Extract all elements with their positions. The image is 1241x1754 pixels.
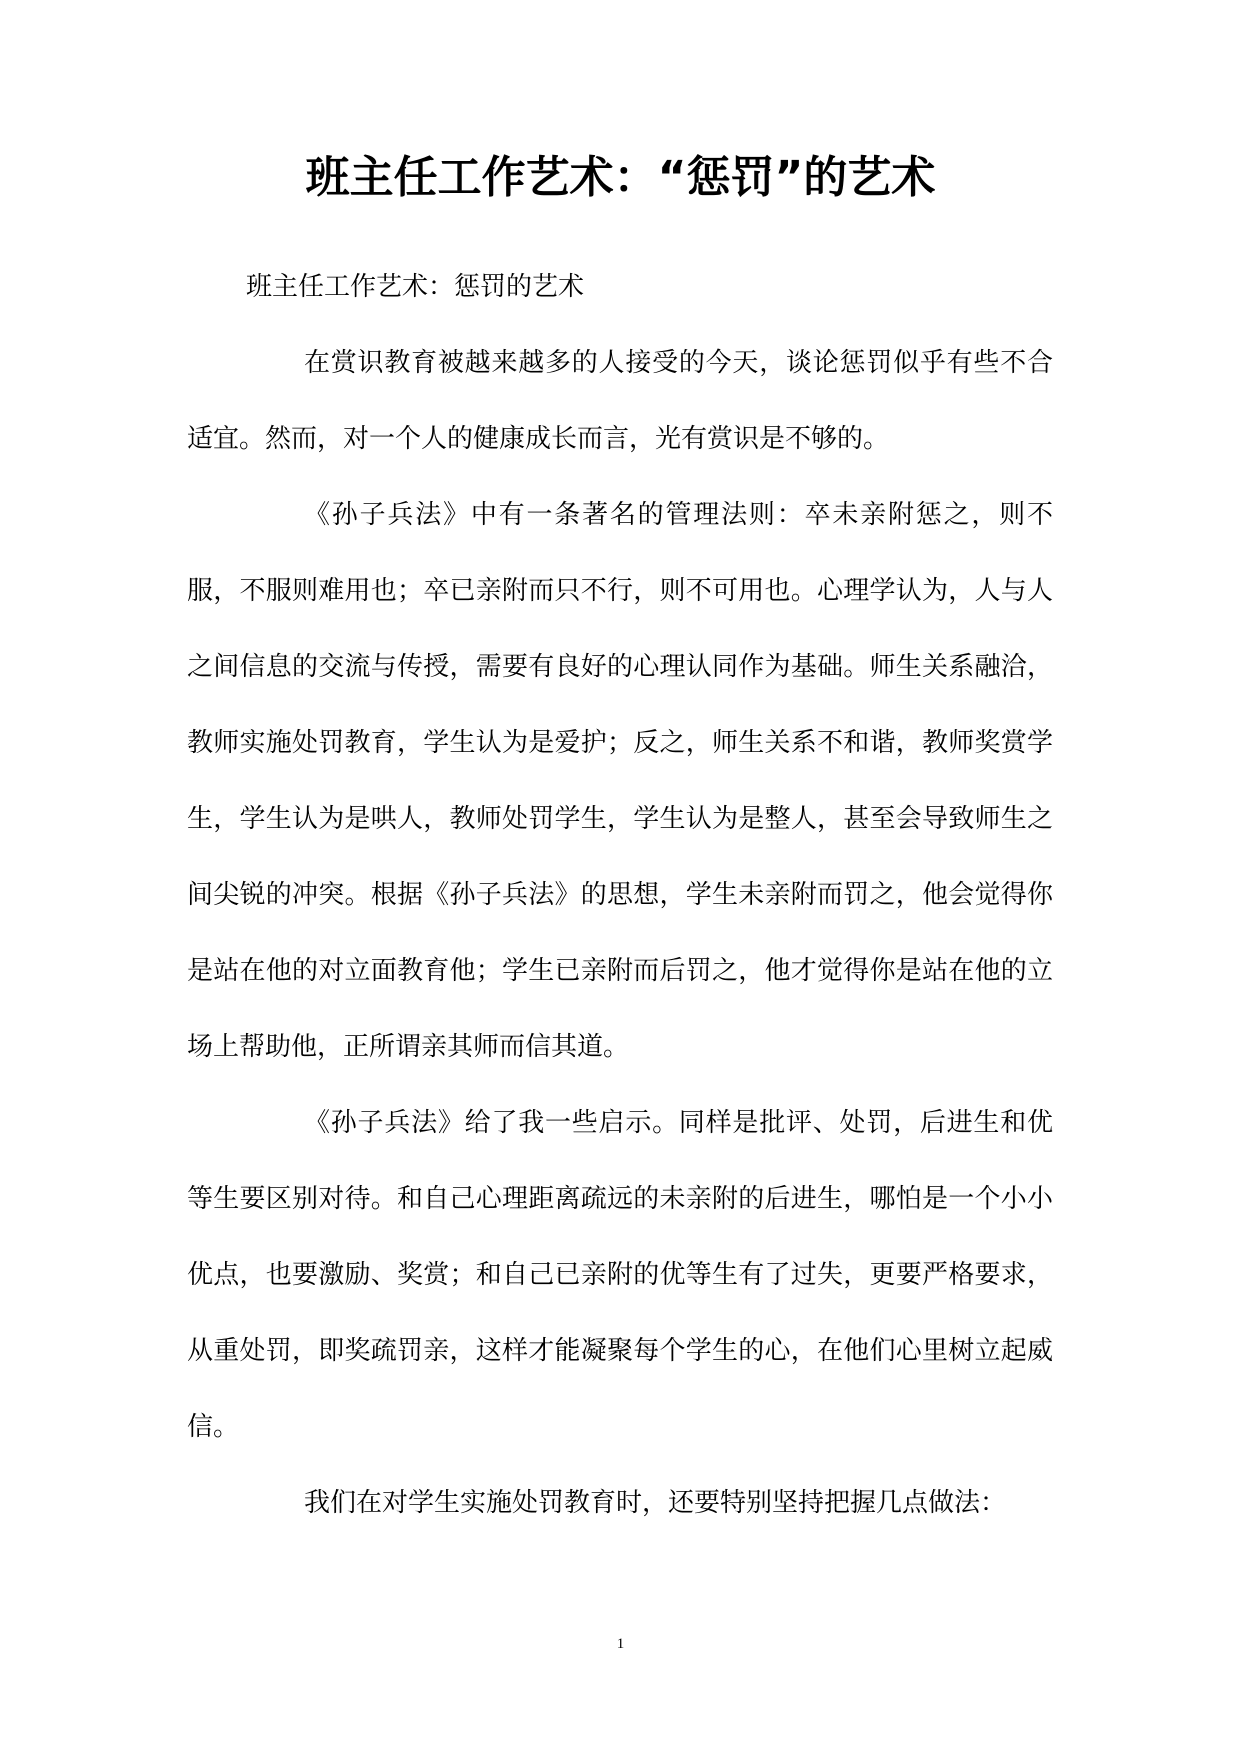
page-number: 1 <box>616 1636 625 1652</box>
document-body <box>187 249 1053 1541</box>
paragraph-1: 在赏识教育被越来越多的人接受的今天，谈论惩罚似乎有些不合适宜。然而，对一个人的健康成长而言，光有赏识是不够的。 <box>187 348 1053 454</box>
document-subtitle: 班主任工作艺术：惩罚的艺术 <box>246 272 585 302</box>
paragraph-4: 我们在对学生实施处罚教育时，还要特别坚持把握几点做法： <box>304 1488 1007 1518</box>
document-title: 班主任工作艺术：“惩罚”的艺术 <box>305 152 936 203</box>
paragraph-3: 《孙子兵法》给了我一些启示。同样是批评、处罚，后进生和优等生要区别对待。和自己心理距离疏远的未亲附的后进生，哪怕是一个小小优点，也要激励、奖赏；和自己已亲附的优等生有了过失，更要严格要求，从重处罚，即奖疏罚亲，这样才能凝聚每个学生的心，在他们心里树立起威信。 <box>187 1108 1053 1442</box>
paragraph-2: 《孙子兵法》中有一条著名的管理法则：卒未亲附惩之，则不服，不服则难用也；卒已亲附而只不行，则不可用也。心理学认为，人与人之间信息的交流与传授，需要有良好的心理认同作为基础。师生关系融洽，教师实施处罚教育，学生认为是爱护；反之，师生关系不和谐，教师奖赏学生，学生认为是哄人，教师处罚学生，学生认为是整人，甚至会导致师生之间尖锐的冲突。根据《孙子兵法》的思想，学生未亲附而罚之，他会觉得你是站在他的对立面教育他；学生已亲附而后罚之，他才觉得你是站在他的立场上帮助他，正所谓亲其师而信其道。 <box>187 500 1053 1062</box>
